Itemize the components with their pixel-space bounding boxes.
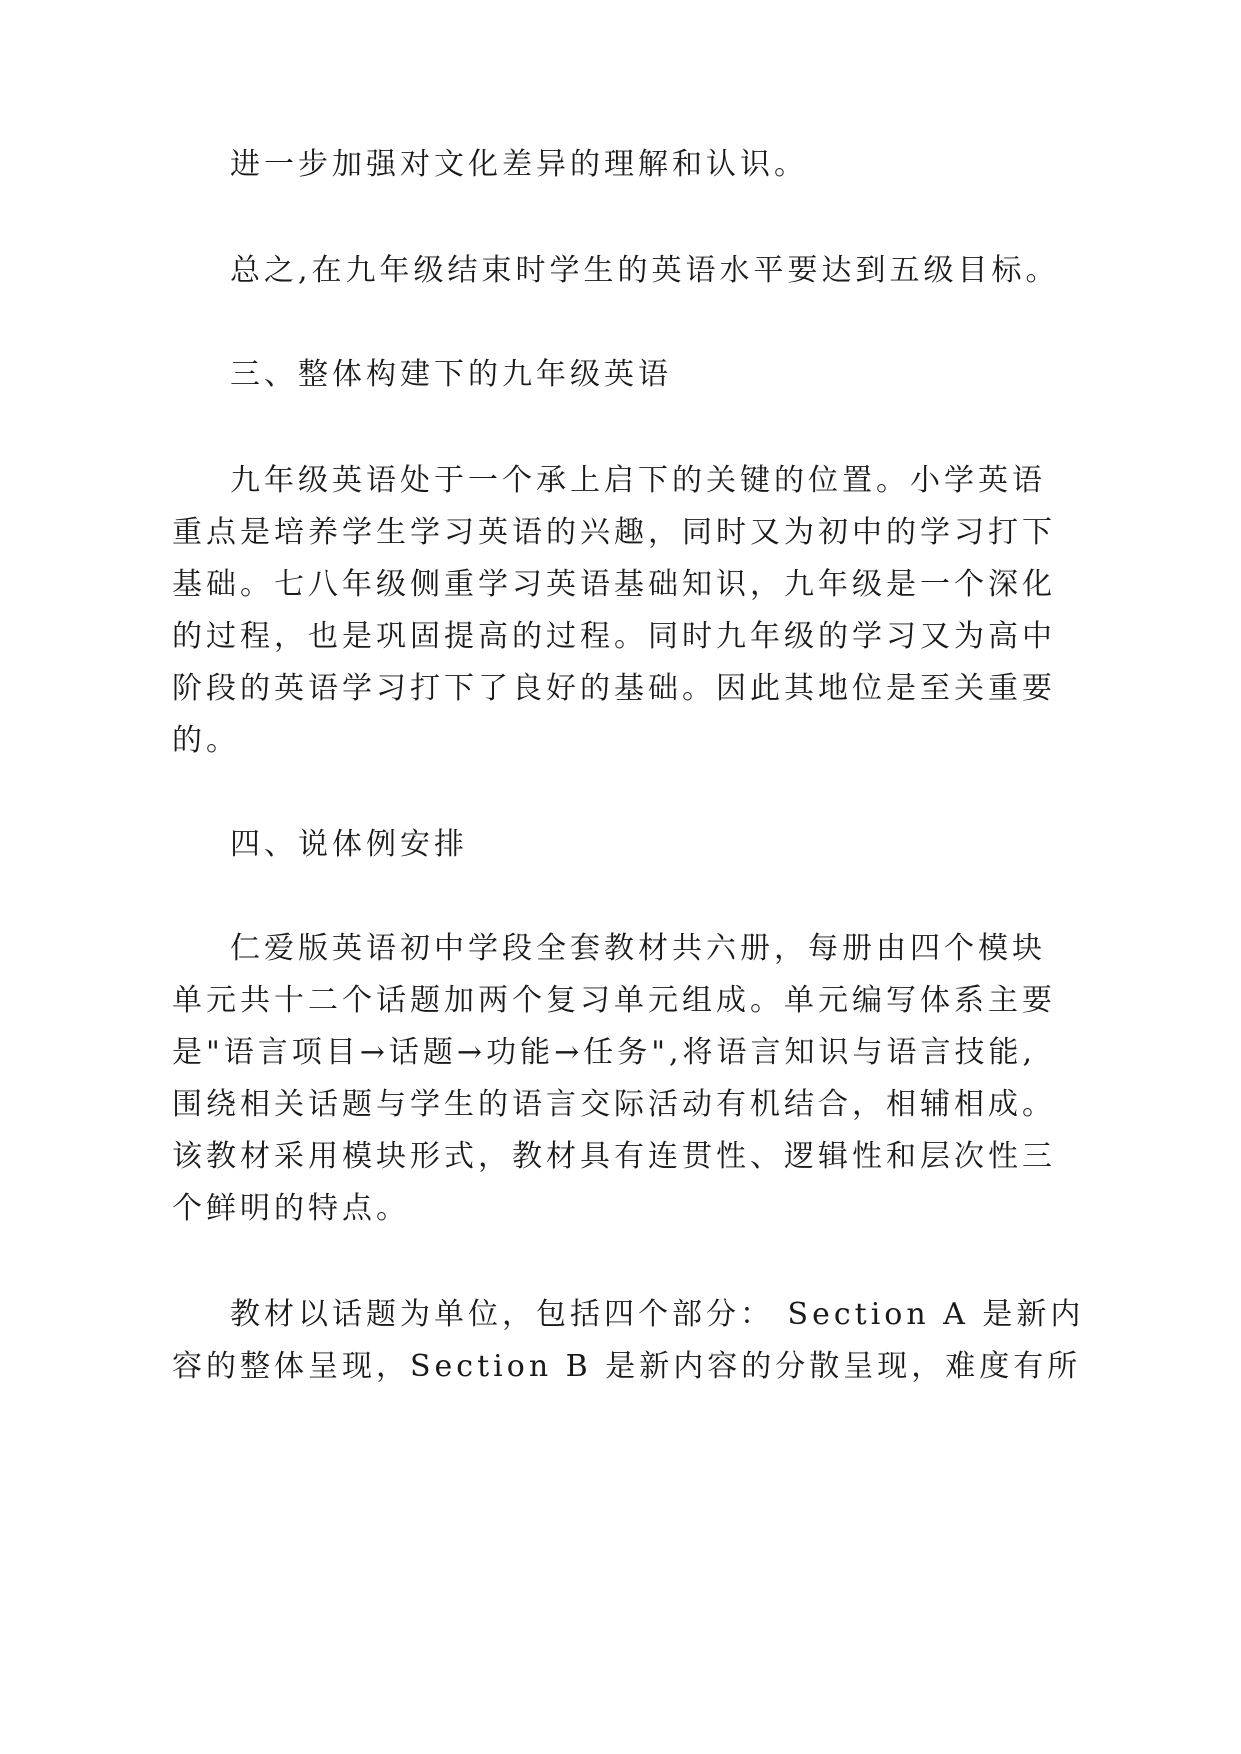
paragraph-4-line-4: 的过程，也是巩固提高的过程。同时九年级的学习又为高中	[172, 619, 1056, 654]
paragraph-6-line-3: 是"语言项目→话题→功能→任务",将语言知识与语言技能,	[172, 1035, 1037, 1070]
paragraph-6-line-4: 围绕相关话题与学生的语言交际活动有机结合，相辅相成。	[172, 1087, 1056, 1122]
paragraph-4-line-6: 的。	[172, 723, 240, 758]
paragraph-4-line-1: 九年级英语处于一个承上启下的关键的位置。小学英语	[230, 463, 1046, 498]
paragraph-4-line-5: 阶段的英语学习打下了良好的基础。因此其地位是至关重要	[172, 671, 1056, 706]
section-heading-3: 三、整体构建下的九年级英语	[230, 357, 672, 392]
paragraph-2-line-1: 总之,在九年级结束时学生的英语水平要达到五级目标。	[230, 253, 1060, 288]
paragraph-7-line-1: 教材以话题为单位，包括四个部分： Section A 是新内	[230, 1297, 1085, 1332]
paragraph-7-line-2: 容的整体呈现，Section B 是新内容的分散呈现，难度有所	[172, 1349, 1082, 1384]
section-heading-4: 四、说体例安排	[230, 827, 468, 862]
paragraph-4-line-3: 基础。七八年级侧重学习英语基础知识，九年级是一个深化	[172, 567, 1056, 602]
paragraph-6-line-1: 仁爱版英语初中学段全套教材共六册，每册由四个模块	[230, 931, 1046, 966]
paragraph-6-line-5: 该教材采用模块形式，教材具有连贯性、逻辑性和层次性三	[172, 1139, 1056, 1174]
paragraph-6-line-2: 单元共十二个话题加两个复习单元组成。单元编写体系主要	[172, 983, 1056, 1018]
paragraph-1-line-1: 进一步加强对文化差异的理解和认识。	[230, 147, 808, 182]
paragraph-6-line-6: 个鲜明的特点。	[172, 1191, 410, 1226]
paragraph-4-line-2: 重点是培养学生学习英语的兴趣，同时又为初中的学习打下	[172, 515, 1056, 550]
